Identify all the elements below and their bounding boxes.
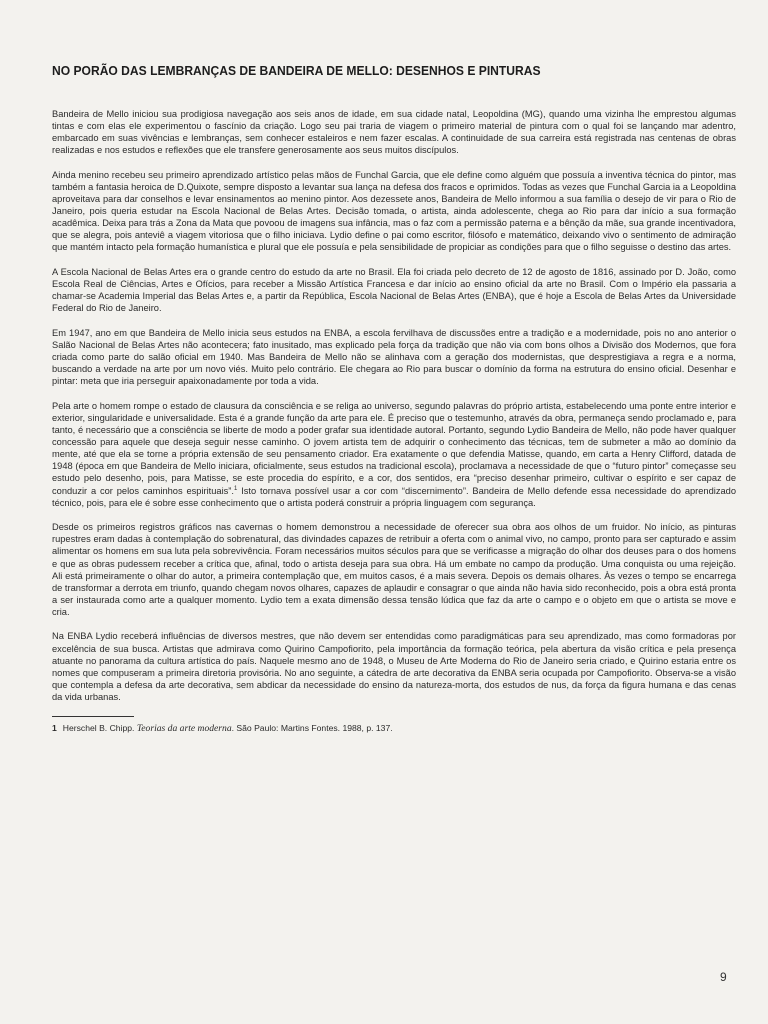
footnote-divider <box>52 716 134 717</box>
footnote-author: Herschel B. Chipp. <box>62 722 135 733</box>
paragraph-3: A Escola Nacional de Belas Artes era o grande centro do estudo da arte no Brasil. Ela foi criada pelo decreto de 12 de agosto de 1816, assinado por D. João, como Escola Real de Ciências, Artes e Ofícios, para receber a Missão Artística Francesa e dar início ao ensino oficial da arte no Brasil. Com o Império ela passaria a chamar-se Academia Imperial das Belas Artes e, a partir da República, Escola Nacional de Belas Artes (ENBA), que é hoje a Escola de Belas Artes da Universidade Federal do Rio de Janeiro. <box>52 267 736 314</box>
page-number: 9 <box>720 970 727 984</box>
paragraph-5-text: Pela arte o homem rompe o estado de clausura da consciência e se religa ao universo, segundo palavras do próprio artista, estabelecendo uma ponte entre interior e exterior, singularidade e universalidade. Esta é a grande função da arte para ele. É preciso que o testemunho, através da obra, permaneça sendo proclamado e, para tanto, é necessário que a consciência se liberte de modo a poder grafar sua identidade autoral. Portanto, segundo Lydio Bandeira de Mello, não pode haver qualquer concessão para aquele que deseja seguir nesse caminho. O jovem artista tem de adquirir o conhecimento das técnicas, tem de submeter a mão ao domínio da mente, até que ela se torne a própria extensão de seu pensamento criador. Era exatamente o que defendia Matisse, quando, em carta a Henry Clifford, datada de 1948 (época em que Bandeira de Mello iniciara, oficialmente, seus estudos na tradicional escola), proclamava a necessidade de que o “futuro pintor” começasse seu estudo pelo desenho, pois, para Matisse, se este procedia do espírito, e a cor, dos sentidos, era “preciso desenhar primeiro, cultivar o espírito e ser capaz de conduzir a cor pelos caminhos espirituais”. <box>52 400 736 496</box>
paragraph-6: Desde os primeiros registros gráficos nas cavernas o homem demonstrou a necessidade de oferecer sua obra aos olhos de um fruidor. No início, as pinturas rupestres eram dadas à contemplação do sobrenatural, das divindades capazes de retribuir a oferta com o animal vivo, no campo, pronto para ser capturado e assim alimentar os homens em sua luta pela sobrevivência. Foram necessários muitos séculos para que se verificasse a migração do olhar dos deuses para o dos homens e que as obras pudessem receber a crítica que, afinal, todo o artista deseja para sua obra. Há um embate no campo da produção. Uma conquista ou uma rejeição. Ali está primeiramente o olhar do autor, a primeira contemplação que, em muitos casos, é a mais severa. Depois os demais olhares. Às vezes o tempo se encarrega de transformar a derrota em triunfo, quando chegam novos olhares, capazes de aplaudir e consagrar o que ainda não havia sido reconhecido, pois a obra está pronta a ser instaurada como arte a qualquer momento. Lydio tem a exata dimensão dessa tensão lúdica que faz da arte o campo e o objeto em que o artista se move e cria. <box>52 522 736 617</box>
footnote-reference[interactable]: 1 <box>233 485 238 492</box>
page-title: NO PORÃO DAS LEMBRANÇAS DE BANDEIRA DE MELLO: DESENHOS E PINTURAS <box>52 64 541 78</box>
paragraph-2: Ainda menino recebeu seu primeiro aprendizado artístico pelas mãos de Funchal Garcia, que ele define como alguém que possuía a inventiva técnica do pintor, mas também a fantasia heroica de D.Quixote, sempre disposto a levantar sua lança na defesa dos fracos e oprimidos. Todas as vezes que Funchal Garcia ia a Leopoldina aproveitava para dar conselhos e levar ensinamentos ao menino pintor. Aos dezessete anos, Bandeira de Mello informou a sua família o desejo de vir para o Rio de Janeiro, pois queria estudar na Escola Nacional de Belas Artes. Decisão tomada, o artista, ainda adolescente, chega ao Rio para dar início a sua formação acadêmica. Deixa para trás a Zona da Mata que povoou de imagens sua infância, mas o faz com a permissão paterna e a bênção da mãe, sua grande incentivadora, que se alegra, pois anteviê a viagem vitoriosa que o filho iniciava. Lydio define o pai como escritor, filósofo e matemático, deixando vivo o sentimento de admiração que mantém intacto pela formação humanística e plural que ele possuía e pela sensibilidade de propiciar as condições para que o filho seguisse o destino das artes. <box>52 169 736 253</box>
paragraph-1: Bandeira de Mello iniciou sua prodigiosa navegação aos seis anos de idade, em sua cidade natal, Leopoldina (MG), quando uma vizinha lhe emprestou algumas tintas e com elas ele experimentou o fascínio da criação. Logo seu pai traria de viagem o primeiro material de pintura com o qual foi se lançando mar adentro, embarcado em suas vivências e lembranças, sem conhecer estaleiros e nem fazer escalas. A continuidade de sua carreira está registrada nas centenas de obras realizadas e nos estudos e reflexões que ele transfere generosamente aos seus muitos discípulos. <box>52 109 736 156</box>
paragraph-4: Em 1947, ano em que Bandeira de Mello inicia seus estudos na ENBA, a escola fervilhava de discussões entre a tradição e a modernidade, pois no ano anterior o Salão Nacional de Belas Artes não acontecera; fato inusitado, mas explicado pela força da tradição que não via com bons olhos a Divisão dos Modernos, que fora criada como parte do salão oficial em 1940. Mas Bandeira de Mello não se alinhava com a geração dos modernistas, que desprestigiava a regra e a norma, buscando a verdade na arte por um novo viés. Muito pelo contrário. Ele chegara ao Rio para buscar o domínio da forma na estrutura do ensino oficial. Desenhar e pintar: meta que iria perseguir apaixonadamente por toda a vida. <box>52 327 736 387</box>
paragraph-5 <box>52 400 736 509</box>
footnote-work-title: Teorias da arte moderna <box>136 722 232 734</box>
footnote-publisher: . São Paulo: Martins Fontes. 1988, p. 137. <box>231 722 393 733</box>
paragraph-5-continuation: Isto tornava possível usar a cor com “discernimento”. Bandeira de Mello defende essa necessidade do aprendizado técnico, pois, para ele é sobre esse conhecimento que o artista poderá construir a própria linguagem com segurança. <box>52 485 736 508</box>
footnote <box>52 723 736 734</box>
footnote-number: 1 <box>52 722 57 733</box>
paragraph-7: Na ENBA Lydio receberá influências de diversos mestres, que não devem ser entendidas como paradigmáticas para seu aprendizado, mas como formadoras por excelência de sua busca. Artistas que admirava como Quirino Campofiorito, pela importância da formação teórica, pela abertura da visão crítica e pela presença atuante no panorama da cultura artística do país. Naquele mesmo ano de 1948, o Museu de Arte Moderna do Rio de Janeiro seria criado, e Quirino estaria entre os nomes que compuseram a primeira diretoria provisória. No ano seguinte, a cátedra de arte decorativa da ENBA seria ocupada por Campofiorito. Observa-se a visão que contempla a defesa da arte decorativa, sem abdicar da necessidade do ensino da natureza-morta, dos estudos de nus, da força da figura humana e das cenas da vida urbanas. <box>52 631 736 702</box>
